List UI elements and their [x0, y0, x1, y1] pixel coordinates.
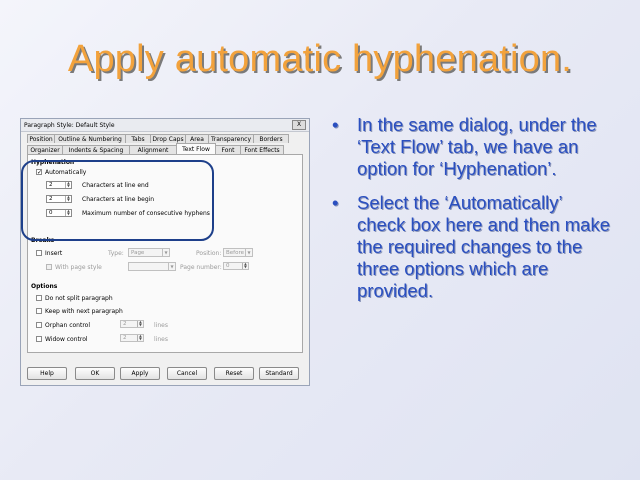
- break-type-value: Page: [131, 250, 145, 256]
- help-button[interactable]: Help: [27, 367, 67, 380]
- spin-arrows-icon[interactable]: ▲ ▼: [137, 321, 143, 327]
- chevron-down-icon: ▼: [162, 249, 169, 256]
- chars-line-end-label: Characters at line end: [82, 182, 149, 189]
- chars-line-end-value: 2: [49, 182, 53, 188]
- tab-font-effects[interactable]: Font Effects: [240, 145, 284, 154]
- tab-drop-caps[interactable]: Drop Caps: [150, 134, 186, 143]
- orphan-lines-stepper[interactable]: [120, 320, 144, 328]
- break-position-select[interactable]: [223, 248, 253, 257]
- max-hyphens-label: Maximum number of consecutive hyphens: [82, 210, 210, 217]
- hyphenation-highlight-outline: [21, 160, 214, 241]
- orphan-lines-value: 2: [123, 321, 127, 327]
- tab-outline-numbering[interactable]: Outline & Numbering: [54, 134, 126, 143]
- tab-indents-spacing[interactable]: Indents & Spacing: [62, 145, 130, 154]
- dialog-title: Paragraph Style: Default Style: [24, 121, 115, 129]
- hyphenation-heading: Hyphenation: [31, 159, 75, 166]
- keep-with-next-label: Keep with next paragraph: [45, 308, 123, 315]
- tab-tabs[interactable]: Tabs: [125, 134, 151, 143]
- chars-line-begin-label: Characters at line begin: [82, 196, 155, 203]
- widow-lines-value: 2: [123, 335, 127, 341]
- insert-checkbox[interactable]: [36, 250, 42, 256]
- break-type-select[interactable]: [128, 248, 170, 257]
- page-number-stepper[interactable]: [223, 262, 249, 270]
- keep-with-next-checkbox[interactable]: [36, 308, 42, 314]
- ok-button[interactable]: OK: [75, 367, 115, 380]
- tab-organizer[interactable]: Organizer: [27, 145, 63, 154]
- dialog-titlebar: [21, 119, 309, 132]
- widow-control-label: Widow control: [45, 336, 88, 343]
- bullet-list: [330, 114, 610, 314]
- spin-arrows-icon[interactable]: ▲ ▼: [65, 210, 71, 216]
- breaks-heading: Breaks: [31, 237, 55, 244]
- chevron-down-icon: ▼: [245, 249, 252, 256]
- standard-button[interactable]: Standard: [259, 367, 299, 380]
- tab-alignment[interactable]: Alignment: [129, 145, 177, 154]
- bullet-item: • In the same dialog, under the ‘Text Flow’ tab, we have an option for ‘Hyphenation’.: [330, 114, 610, 180]
- options-heading: Options: [31, 283, 58, 290]
- chevron-down-icon: ▼: [168, 263, 175, 270]
- close-icon[interactable]: X: [292, 120, 306, 130]
- tab-area[interactable]: Area: [185, 134, 209, 143]
- widow-lines-stepper[interactable]: [120, 334, 144, 342]
- insert-label: Insert: [45, 250, 63, 257]
- page-style-select[interactable]: [128, 262, 176, 271]
- chars-line-begin-value: 2: [49, 196, 53, 202]
- spin-arrows-icon[interactable]: ▲ ▼: [242, 263, 248, 269]
- do-not-split-checkbox[interactable]: [36, 295, 42, 301]
- automatically-checkbox[interactable]: ✓: [37, 169, 43, 176]
- tab-position[interactable]: Position: [27, 134, 55, 143]
- tab-row-top: [21, 132, 309, 143]
- spin-arrows-icon[interactable]: ▲ ▼: [137, 335, 143, 341]
- orphan-control-label: Orphan control: [45, 322, 90, 329]
- widow-control-checkbox[interactable]: [36, 336, 42, 342]
- apply-button[interactable]: Apply: [120, 367, 160, 380]
- tab-borders[interactable]: Borders: [253, 134, 289, 143]
- spin-arrows-icon[interactable]: ▲ ▼: [65, 196, 71, 202]
- with-page-style-checkbox[interactable]: [46, 264, 52, 270]
- tab-row-bottom: [21, 143, 309, 154]
- tab-text-flow[interactable]: Text Flow: [176, 143, 216, 154]
- tab-transparency[interactable]: Transparency: [208, 134, 254, 143]
- paragraph-style-dialog: [20, 118, 310, 386]
- widow-lines-label: lines: [154, 336, 168, 343]
- with-page-style-label: With page style: [55, 264, 102, 271]
- break-position-value: Before: [226, 250, 244, 256]
- slide-title: Apply automatic hyphenation.: [67, 38, 573, 80]
- cancel-button[interactable]: Cancel: [167, 367, 207, 380]
- bullet-item: • Select the ‘Automatically’ check box here and then make the required changes to the three options which are provided.: [330, 192, 610, 302]
- orphan-control-checkbox[interactable]: [36, 322, 42, 328]
- page-number-value: 0: [226, 263, 230, 269]
- max-hyphens-value: 0: [49, 210, 53, 216]
- spin-arrows-icon[interactable]: ▲ ▼: [65, 182, 71, 188]
- do-not-split-label: Do not split paragraph: [45, 295, 113, 302]
- position-label: Position:: [196, 250, 222, 257]
- tab-font[interactable]: Font: [215, 145, 241, 154]
- orphan-lines-label: lines: [154, 322, 168, 329]
- page-number-label: Page number:: [180, 264, 222, 271]
- type-label: Type:: [108, 250, 124, 257]
- automatically-label: Automatically: [45, 169, 87, 176]
- reset-button[interactable]: Reset: [214, 367, 254, 380]
